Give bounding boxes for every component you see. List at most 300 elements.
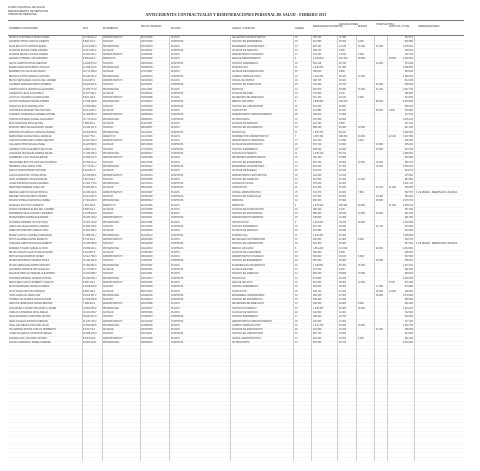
cell-rut: 12.045.889-1 <box>83 174 97 177</box>
cell-estamento: DIRECTIVO <box>103 58 116 61</box>
cell-estamento: ADMINISTRATIVO <box>103 238 123 241</box>
cell-horas: 39.800 <box>376 294 384 297</box>
cell-grado: 16 <box>295 333 298 336</box>
cell-grado: 12 <box>295 183 298 186</box>
cell-nombre: MUÑOZ SAAVEDRA ELENA DEL CARMEN <box>9 208 54 211</box>
cell-planta: PLANTA <box>171 37 180 39</box>
cell-grado: 23 <box>295 71 298 74</box>
cell-ingreso: 20/04/2001 <box>141 49 153 52</box>
cell-ingreso: 06/07/2000 <box>141 144 153 147</box>
cell-remuneracion: 586.300 <box>313 213 322 216</box>
cell-cargo: ADMINISTRATIVO PERSONAL <box>232 140 265 143</box>
cell-rut: 10.336.920-K <box>83 191 97 194</box>
cell-ingreso: 07/05/2006 <box>141 213 153 216</box>
cell-cargo: INGENIERO EN INFORMATICA <box>232 264 266 267</box>
cell-remuneracion: 812.500 <box>313 281 322 284</box>
cell-remuneracion: 448.900 <box>313 217 322 220</box>
cell-ingreso: 05/05/1992 <box>141 58 153 61</box>
table-body <box>8 36 464 461</box>
cell-remuneracion: 388.100 <box>313 208 322 211</box>
cell-planta: CONTRATA <box>171 286 184 289</box>
cell-ingreso: 04/01/2013 <box>141 277 153 280</box>
cell-bonos: 10.500 <box>358 127 366 130</box>
cell-planta: PLANTA <box>171 329 180 332</box>
cell-bonos: 6.300 <box>358 54 364 57</box>
cell-ingreso: 12/09/2009 <box>141 294 153 297</box>
cell-asignaciones: 12.400 <box>339 217 347 220</box>
cell-total: 559.100 <box>404 260 413 263</box>
cell-rut: 9.556.118-3 <box>83 290 96 293</box>
cell-rut: 13.478.221-6 <box>83 213 97 216</box>
cell-estamento: TECNICO <box>103 178 114 181</box>
cell-total: 544.500 <box>404 333 413 336</box>
cell-rut: 9.990.512-1 <box>83 208 96 211</box>
cell-ingreso: 12/05/2009 <box>141 105 153 108</box>
cell-asignaciones: 28.900 <box>339 161 347 164</box>
cell-estamento: AUXILIAR <box>103 329 114 332</box>
cell-rut: 15.230.667-2 <box>83 75 97 78</box>
cell-cargo: MEDICO CIRUJANO <box>232 101 254 104</box>
cell-ingreso: 06/03/1997 <box>141 264 153 267</box>
cell-grado: 16 <box>295 41 298 44</box>
cell-estamento: TECNICO <box>103 105 114 108</box>
cell-rut: 13.112.790-3 <box>83 256 97 259</box>
cell-estamento: ADMINISTRATIVO <box>103 217 123 220</box>
cell-rut: 10.245.811-2 <box>83 37 97 39</box>
cell-rut: 8.990.443-1 <box>83 281 96 284</box>
cell-planta: PLANTA <box>171 88 180 91</box>
cell-grado: 14 <box>295 97 298 100</box>
cell-remuneracion: 372.500 <box>313 92 322 95</box>
cell-rut: 11.004.338-4 <box>83 230 97 233</box>
cell-ingreso: 03/08/2005 <box>141 67 153 70</box>
cell-asignaciones: 9.100 <box>339 208 345 211</box>
cell-remuneracion: 534.118 <box>313 62 322 65</box>
cell-grado: 14 <box>295 273 298 276</box>
cell-remuneracion: 588.420 <box>313 127 322 130</box>
cell-grado: 15 <box>295 84 298 87</box>
cell-total: 641.100 <box>404 213 413 216</box>
cell-horas: 92.600 <box>376 247 384 250</box>
cell-bonos: 7.800 <box>358 191 364 194</box>
cell-cargo: AUXILIAR DE MANTENCION <box>232 144 263 147</box>
cell-ingreso: 09/09/1990 <box>141 238 153 241</box>
cell-grado: 12 <box>295 277 298 280</box>
cell-planta: PLANTA <box>171 290 180 293</box>
cell-rut: 7.889.302-1 <box>83 122 96 125</box>
cell-rut: 9.334.772-1 <box>83 329 96 332</box>
cell-planta: CONTRATA <box>171 342 184 345</box>
cell-remuneracion: 515.200 <box>313 260 322 263</box>
cell-remuneracion: 528.640 <box>313 148 322 151</box>
cell-planta: CONTRATA <box>171 84 184 87</box>
cell-ingreso: 29/05/1996 <box>141 312 153 314</box>
cell-asignaciones: 8.900 <box>339 71 345 74</box>
cell-cargo: TECNICO PARAMEDICO <box>232 62 259 65</box>
cell-nombre: HERRERA VIDAL MARIA JOSE <box>9 165 42 168</box>
cell-remuneracion: 434.900 <box>313 329 322 332</box>
cell-asignaciones: 24.900 <box>339 303 347 306</box>
cell-observaciones: 1 1/2 MESES - REEMPLAZO LICENCIA <box>416 191 458 194</box>
cell-cargo: TECNICO EN MANTENCION <box>232 213 263 216</box>
cell-bonos: 45.000 <box>358 58 366 61</box>
cell-rut: 8.221.667-0 <box>83 170 96 173</box>
cell-total: 3.036.100 <box>402 204 413 207</box>
cell-ingreso: 26/10/2011 <box>141 333 153 336</box>
header-rut: RUT <box>83 27 89 30</box>
cell-remuneracion: 621.550 <box>313 178 322 181</box>
cell-nombre: TAPIA CARVAJAL MARIA PAZ <box>9 294 41 297</box>
cell-grado: 11 <box>295 131 298 134</box>
cell-asignaciones: 46.700 <box>339 342 347 345</box>
cell-ingreso: 08/03/2007 <box>141 127 153 130</box>
organization-line: UNIDAD DE PERSONAL <box>8 13 38 17</box>
cell-planta: PLANTA <box>171 71 180 74</box>
cell-total: 397.200 <box>404 208 413 211</box>
cell-nombre: GALLARDO PINO MIGUEL ANGEL <box>9 144 46 147</box>
cell-ingreso: 11/06/2011 <box>141 260 153 263</box>
cell-remuneracion: 386.450 <box>313 251 322 254</box>
cell-nombre: ALVAREZ REYES CLAUDIA ANDREA <box>9 54 49 57</box>
cell-nombre: BARRIENTOS LAGOS ANA MARIA <box>9 71 46 74</box>
cell-nombre: QUEZADA LOBOS ROXANA ELIZABETH <box>9 243 52 246</box>
cell-total: 472.510 <box>404 114 413 117</box>
cell-planta: PLANTA <box>171 157 180 160</box>
cell-cargo: NUTRICIONISTA <box>232 342 250 345</box>
cell-grado: 18 <box>295 114 298 117</box>
cell-viaticos: 11.200 <box>389 187 396 190</box>
cell-rut: 16.889.203-3 <box>83 333 97 336</box>
cell-total: 547.300 <box>404 243 413 246</box>
cell-estamento: AUXILIAR <box>103 71 114 74</box>
cell-cargo: ADMINISTRATIVO FINANZAS <box>232 54 264 57</box>
cell-cargo: AUXILIAR DE LAVANDERIA <box>232 251 262 254</box>
cell-remuneracion: 981.500 <box>313 165 322 168</box>
cell-cargo: SUBDIRECTOR ADMINISTRATIVO <box>232 135 269 138</box>
cell-nombre: ROJAS ARRIAGADA ERWIN PATRICIO <box>9 264 50 267</box>
cell-rut: 17.601.448-3 <box>83 200 97 203</box>
cell-total: 2.064.800 <box>402 247 413 250</box>
cell-total: 546.580 <box>404 41 413 44</box>
cell-asignaciones: 12.100 <box>339 170 347 173</box>
cell-rut: 14.884.210-1 <box>83 148 97 151</box>
cell-cargo: SECRETARIA ADMINISTRATIVA <box>232 157 266 160</box>
cell-grado: 17 <box>295 140 298 143</box>
cell-bonos: 6.300 <box>358 140 364 143</box>
cell-bonos: 20.000 <box>358 221 366 224</box>
payroll-table <box>8 20 464 461</box>
cell-nombre: SEPULVEDA GATICA ROBERTO CARLOS <box>9 281 54 284</box>
cell-planta: CONTRATA <box>171 200 184 203</box>
cell-rut: 18.045.336-4 <box>83 277 97 280</box>
header-total: TOTAL <box>402 25 410 28</box>
cell-horas: 32.400 <box>376 45 384 48</box>
cell-ingreso: 31/08/2005 <box>141 324 153 327</box>
cell-ingreso: 14/06/2010 <box>141 75 153 78</box>
cell-estamento: PROFESIONAL <box>103 118 120 121</box>
cell-estamento: TECNICO <box>103 41 114 44</box>
cell-cargo: TECNOLOGO MEDICO <box>232 153 257 156</box>
cell-nombre: REYES VARGAS GLADYS DEL ROSARIO <box>9 251 54 254</box>
header-cargo: CARGO / FUNCION <box>232 27 255 30</box>
cell-grado: 16 <box>295 260 298 263</box>
cell-ingreso: 16/02/2007 <box>141 307 153 310</box>
cell-estamento: AUXILIAR <box>103 251 114 254</box>
cell-total: 444.710 <box>404 170 413 173</box>
cell-planta: CONTRATA <box>171 226 184 229</box>
cell-total: 656.760 <box>404 161 413 164</box>
cell-asignaciones: 50.100 <box>339 131 347 134</box>
cell-total: 382.400 <box>404 269 413 272</box>
cell-planta: PLANTA <box>171 161 180 164</box>
cell-grado: 12 <box>295 165 298 168</box>
cell-planta: CONTRATA <box>171 320 184 323</box>
cell-horas: 18.300 <box>376 260 384 263</box>
cell-nombre: PARRA MONTECINOS SERGIO IVAN <box>9 230 49 233</box>
cell-cargo: AUXILIAR DE ASEO <box>232 269 254 272</box>
cell-horas: 36.200 <box>376 165 384 168</box>
cell-estamento: ADMINISTRATIVO <box>103 337 123 340</box>
cell-total: 1.020.000 <box>402 277 413 280</box>
cell-total: 2.419.500 <box>402 58 413 61</box>
cell-ingreso: 27/10/1997 <box>141 71 153 74</box>
cell-total: 573.498 <box>404 62 413 65</box>
cell-cargo: ASISTENTE SOCIAL <box>232 183 254 186</box>
cell-bonos: 15.000 <box>358 45 366 48</box>
cell-cargo: AUXILIAR DE SERVICIO <box>232 312 258 314</box>
cell-viaticos: 22.100 <box>389 135 397 138</box>
header-estamento: ESTAMENTO <box>103 27 119 30</box>
cell-grado: 11 <box>295 153 298 156</box>
cell-remuneracion: 459.610 <box>313 114 322 117</box>
cell-grado: 11 <box>295 67 298 70</box>
cell-horas: 17.600 <box>376 286 384 289</box>
cell-rut: 16.025.763-2 <box>83 217 97 220</box>
cell-nombre: ARAYA CAMPOS MONICA BEATRIZ <box>9 62 47 65</box>
cell-estamento: PROFESIONAL <box>103 277 120 280</box>
cell-grado: 17 <box>295 54 298 57</box>
cell-planta: CONTRATA <box>171 131 184 134</box>
cell-planta: PLANTA <box>171 238 180 241</box>
cell-ingreso: 04/04/2008 <box>141 243 153 246</box>
cell-estamento: TECNICO <box>103 62 114 65</box>
cell-cargo: ADMINISTRATIVO ADMISION <box>232 217 264 220</box>
cell-total: 502.250 <box>404 140 413 143</box>
cell-cargo: TECNICO EN ENFERMERIA <box>232 161 262 164</box>
cell-remuneracion: 541.200 <box>313 84 322 87</box>
cell-estamento: AUXILIAR <box>103 122 114 125</box>
cell-planta: CONTRATA <box>171 247 184 250</box>
cell-planta: PLANTA <box>171 122 180 125</box>
cell-planta: CONTRATA <box>171 105 184 108</box>
cell-estamento: PROFESIONAL <box>103 45 120 48</box>
cell-grado: 23 <box>295 208 298 211</box>
cell-nombre: RIOS ACUÑA MAURICIO JAVIER <box>9 256 44 259</box>
cell-remuneracion: 529.900 <box>313 286 322 289</box>
cell-asignaciones: 51.300 <box>339 67 347 70</box>
cell-asignaciones: 10.000 <box>339 312 347 314</box>
cell-grado: 16 <box>295 157 298 160</box>
cell-cargo: TECNICO EN FARMACIA <box>232 178 259 181</box>
cell-horas: 16.200 <box>376 213 384 216</box>
cell-cargo: TECNICO EN INFORMATICA <box>232 299 263 302</box>
cell-planta: PLANTA <box>171 324 180 327</box>
cell-ingreso: 01/04/2011 <box>141 84 153 87</box>
cell-nombre: LEIVA CARDENAS OSCAR MANUEL <box>9 178 48 181</box>
cell-grado: 17 <box>295 316 298 319</box>
cell-planta: CONTRATA <box>171 174 184 177</box>
cell-estamento: ADMINISTRATIVO <box>103 157 123 160</box>
cell-planta: PLANTA <box>171 45 180 48</box>
cell-rut: 8.604.119-3 <box>83 97 96 100</box>
cell-total: 1.188.500 <box>402 75 413 78</box>
cell-total: 514.345 <box>404 79 413 82</box>
cell-estamento: ADMINISTRATIVO <box>103 140 123 143</box>
cell-planta: PLANTA <box>171 264 180 267</box>
cell-remuneracion: 476.932 <box>313 54 322 57</box>
cell-remuneracion: 421.880 <box>313 110 322 113</box>
cell-cargo: SECRETARIA DE DIRECCION <box>232 303 264 306</box>
cell-asignaciones: 25.600 <box>339 260 347 263</box>
cell-planta: PLANTA <box>171 303 180 306</box>
cell-rut: 11.345.778-2 <box>83 320 97 323</box>
cell-ingreso: 28/01/2003 <box>141 256 153 259</box>
cell-estamento: PROFESIONAL <box>103 294 120 297</box>
cell-bonos: 15.000 <box>358 88 366 91</box>
cell-grado: 22 <box>295 230 298 233</box>
cell-asignaciones: 12.450 <box>339 37 347 39</box>
cell-rut: 11.776.205-0 <box>83 269 97 272</box>
cell-remuneracion: 1.045.200 <box>313 67 324 70</box>
table-header <box>8 20 464 36</box>
cell-total: 1.510.800 <box>402 221 413 224</box>
cell-grado: 22 <box>295 312 298 314</box>
cell-cargo: ADMINISTRATIVO ESTADISTICA <box>232 174 267 177</box>
cell-viaticos: 8.700 <box>389 281 395 284</box>
cell-nombre: TORRES VILLALOBOS IGNACIO DAVID <box>9 299 52 302</box>
cell-estamento: PROFESIONAL <box>103 88 120 91</box>
cell-ingreso: 26/07/2005 <box>141 226 153 229</box>
cell-cargo: ENFERMERA UNIVERSITARIA <box>232 45 265 48</box>
cell-grado: 13 <box>295 178 298 181</box>
cell-estamento: ADMINISTRATIVO <box>103 281 123 284</box>
cell-remuneracion: 374.200 <box>313 269 322 272</box>
cell-estamento: PROFESIONAL <box>103 183 120 186</box>
cell-ingreso: 13/12/1995 <box>141 208 153 211</box>
cell-total: 1.070.500 <box>402 294 413 297</box>
cell-asignaciones: 28.100 <box>339 213 347 216</box>
cell-planta: CONTRATA <box>171 165 184 168</box>
cell-grado: 13 <box>295 303 298 306</box>
cell-cargo: SECRETARIA ADMINISTRATIVA <box>232 37 266 39</box>
cell-planta: PLANTA <box>171 312 180 314</box>
cell-remuneracion: 1.412.600 <box>313 221 324 224</box>
cell-planta: PLANTA <box>171 251 180 254</box>
cell-grado: 4 <box>295 204 297 207</box>
cell-estamento: TECNICO <box>103 260 114 263</box>
cell-ingreso: 22/11/2003 <box>141 88 153 91</box>
cell-horas: 19.400 <box>376 195 384 198</box>
cell-cargo: CONDUCTOR <box>232 187 247 190</box>
cell-ingreso: 17/08/1993 <box>141 251 153 254</box>
cell-nombre: CASTRO MORALES FELIPE ANDRES <box>9 101 50 104</box>
cell-asignaciones: 9.950 <box>339 122 345 125</box>
cell-ingreso: 25/05/1991 <box>141 281 153 284</box>
cell-cargo: AUXILIAR DE SERVICIO <box>232 230 258 233</box>
cell-planta: PLANTA <box>171 273 180 276</box>
cell-planta: CONTRATA <box>171 195 184 198</box>
cell-asignaciones: 27.000 <box>339 299 347 302</box>
cell-total: 579.960 <box>404 226 413 229</box>
cell-remuneracion: 1.987.450 <box>313 135 324 138</box>
cell-cargo: OFICIAL ADMINISTRATIVO <box>232 337 261 340</box>
cell-remuneracion: 1.038.100 <box>313 153 324 156</box>
cell-estamento: DIRECTIVO <box>103 135 116 138</box>
cell-asignaciones: 265.400 <box>339 204 348 207</box>
cell-cargo: TECNICO EN LABORATORIO <box>232 333 264 336</box>
cell-rut: 9.223.057-8 <box>83 251 96 254</box>
cell-cargo: KINESIOLOGA <box>232 234 248 237</box>
cell-cargo: AUXILIAR DE MANTENCION <box>232 329 263 332</box>
cell-rut: 15.771.204-5 <box>83 118 97 121</box>
cell-planta: CONTRATA <box>171 316 184 319</box>
cell-rut: 10.450.882-6 <box>83 264 97 267</box>
cell-ingreso: 02/01/2004 <box>141 45 153 48</box>
cell-grado: 22 <box>295 49 298 52</box>
cell-asignaciones: 56.200 <box>339 75 347 78</box>
cell-estamento: PROFESIONAL <box>103 75 120 78</box>
cell-planta: CONTRATA <box>171 234 184 237</box>
cell-asignaciones: 50.700 <box>339 153 347 156</box>
cell-grado: 14 <box>295 127 298 130</box>
cell-cargo: JEFE DE DEPARTAMENTO <box>232 58 261 61</box>
cell-total: 1.088.800 <box>402 153 413 156</box>
cell-rut: 17.330.905-3 <box>83 153 97 156</box>
cell-total: 567.970 <box>404 191 413 194</box>
cell-estamento: PROFESIONAL <box>103 342 120 345</box>
cell-asignaciones: 15.900 <box>339 157 347 160</box>
cell-total: 468.400 <box>404 329 413 332</box>
cell-planta: CONTRATA <box>171 144 184 147</box>
cell-ingreso: 01/12/1993 <box>141 135 153 138</box>
cell-cargo: ENCARGADO DE INVENTARIO <box>232 238 266 241</box>
cell-nombre: SANCHEZ MIRANDA JAVIERA ANTONIA <box>9 277 52 280</box>
cell-asignaciones: 47.600 <box>339 294 347 297</box>
cell-asignaciones: 188.300 <box>339 135 348 138</box>
cell-observaciones: 1 1/2 MESES - REEMPLAZO LICENCIA <box>416 243 458 246</box>
cell-rut: 9.118.776-2 <box>83 135 96 138</box>
cell-estamento: ADMINISTRATIVO <box>103 79 123 82</box>
cell-horas: 22.300 <box>376 84 384 87</box>
cell-estamento: ADMINISTRATIVO <box>103 37 123 39</box>
cell-estamento: AUXILIAR <box>103 110 114 113</box>
cell-estamento: PROFESIONAL <box>103 200 120 203</box>
cell-remuneracion: 984.300 <box>313 200 322 203</box>
cell-estamento: TECNICO <box>103 84 114 87</box>
cell-asignaciones: 46.200 <box>339 277 347 280</box>
cell-estamento: AUXILIAR <box>103 49 114 52</box>
cell-remuneracion: 592.760 <box>313 161 322 164</box>
cell-remuneracion: 455.123 <box>313 37 322 39</box>
cell-cargo: OFICIAL ADMINISTRATIVO <box>232 191 261 194</box>
cell-nombre: CARRASCO LEIVA JUAN PABLO <box>9 92 44 95</box>
cell-planta: PLANTA <box>171 208 180 211</box>
cell-bonos: 12.000 <box>358 281 366 284</box>
cell-nombre: VILLARROEL MUÑOZ CARLOS HUMBERTO <box>9 329 56 332</box>
cell-ingreso: 07/01/2012 <box>141 101 153 104</box>
cell-bonos: 8.400 <box>358 41 364 44</box>
cell-cargo: ODONTOLOGO <box>232 221 249 224</box>
